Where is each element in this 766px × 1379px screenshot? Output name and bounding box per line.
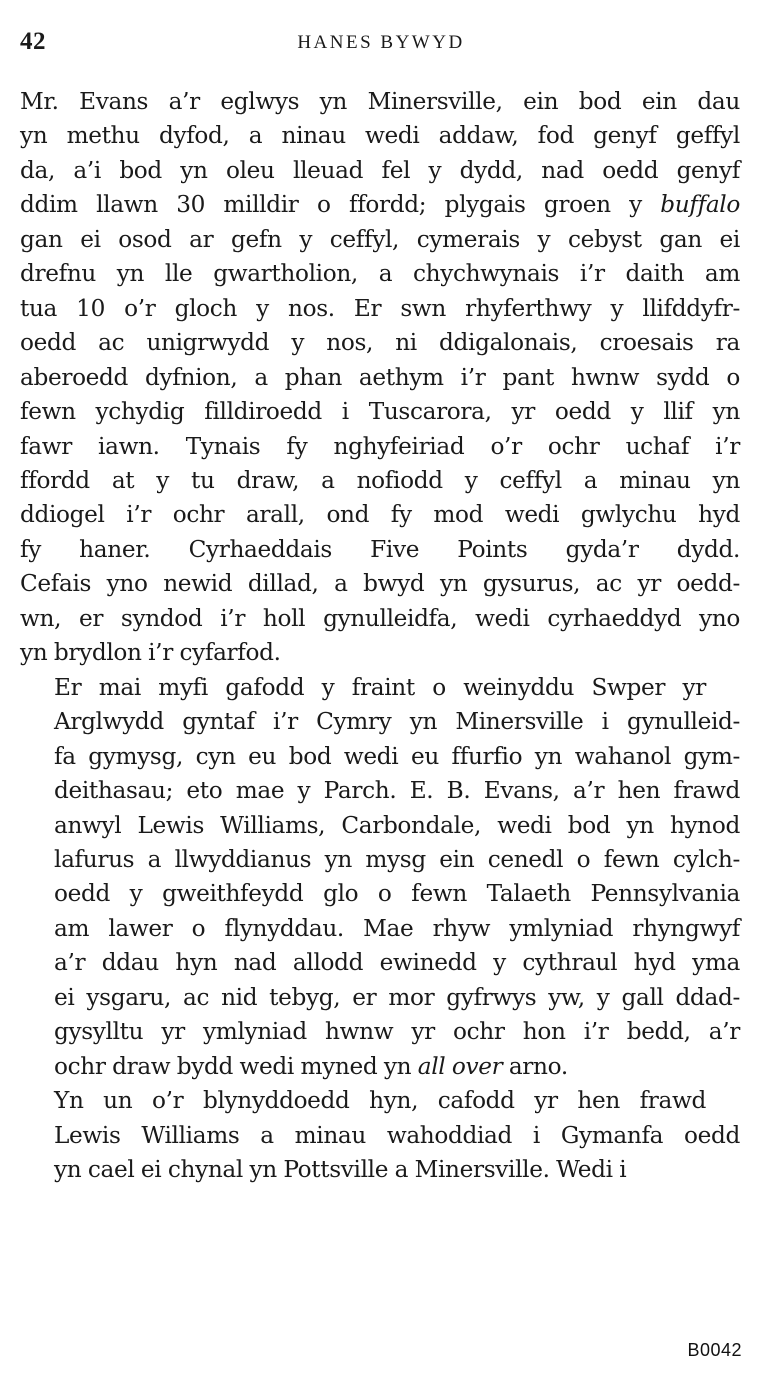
paragraph bbox=[20, 671, 740, 1084]
text-line: Yn un o’r blynyddoedd hyn, cafodd yr hen frawd bbox=[54, 1087, 706, 1115]
text-line: da, a’i bod yn oleu lleuad fel y dydd, nad oedd genyf bbox=[20, 156, 740, 184]
page-number: 42 bbox=[20, 28, 46, 55]
text-line: anwyl Lewis Williams, Carbondale, wedi bod yn hynod bbox=[54, 811, 740, 839]
text-line: deithasau; eto mae y Parch. E. B. Evans, a’r hen frawd bbox=[54, 777, 740, 805]
text-line: ei ysgaru, ac nid tebyg, er mor gyfrwys yw, y gall ddad- bbox=[54, 983, 740, 1011]
text-line: ffordd at y tu draw, a nofiodd y ceffyl a minau yn bbox=[20, 466, 740, 494]
text-line: ochr draw bydd wedi myned yn all over arno. bbox=[54, 1052, 568, 1080]
text-line: Cefais yno newid dillad, a bwyd yn gysurus, ac yr oedd- bbox=[20, 570, 740, 598]
text-line: a’r ddau hyn nad allodd ewinedd y cythraul hyd yma bbox=[54, 949, 740, 977]
text-line: oedd ac unigrwydd y nos, ni ddigalonais, croesais ra bbox=[20, 329, 740, 357]
page-header bbox=[20, 28, 742, 64]
text-line: ddiogel i’r ochr arall, ond fy mod wedi gwlychu hyd bbox=[20, 501, 740, 529]
paragraph bbox=[20, 85, 740, 671]
archive-code: B0042 bbox=[687, 1340, 742, 1360]
running-title: HANES BYWYD bbox=[297, 32, 465, 53]
text-line: yn brydlon i’r cyfarfod. bbox=[20, 639, 281, 667]
text-line: lafurus a llwyddianus yn mysg ein cenedl o fewn cylch- bbox=[54, 845, 740, 873]
body-text bbox=[20, 85, 740, 1188]
text-line: fewn ychydig filldiroedd i Tuscarora, yr oedd y llif yn bbox=[20, 398, 740, 426]
text-line: fawr iawn. Tynais fy nghyfeiriad o’r ochr uchaf i’r bbox=[20, 432, 740, 460]
text-line: wn, er syndod i’r holl gynulleidfa, wedi cyrhaeddyd yno bbox=[20, 604, 740, 632]
text-line: fa gymysg, cyn eu bod wedi eu ffurfio yn wahanol gym- bbox=[54, 742, 740, 770]
text-line: am lawer o flynyddau. Mae rhyw ymlyniad rhyngwyf bbox=[54, 914, 740, 942]
text-line: Lewis Williams a minau wahoddiad i Gymanfa oedd bbox=[54, 1121, 740, 1149]
text-line: gysylltu yr ymlyniad hwnw yr ochr hon i’r bedd, a’r bbox=[54, 1018, 740, 1046]
text-line: gan ei osod ar gefn y ceffyl, cymerais y cebyst gan ei bbox=[20, 225, 740, 253]
text-line: drefnu yn lle gwartholion, a chychwynais i’r daith am bbox=[20, 260, 740, 288]
text-line: Mr. Evans a’r eglwys yn Minersville, ein bod ein dau bbox=[20, 88, 740, 115]
text-line: oedd y gweithfeydd glo o fewn Talaeth Pennsylvania bbox=[54, 880, 740, 908]
text-line: ddim llawn 30 milldir o ffordd; plygais groen y buffalo bbox=[20, 191, 740, 219]
text-line: Er mai myfi gafodd y fraint o weinyddu Swper yr bbox=[54, 673, 706, 701]
text-line: tua 10 o’r gloch y nos. Er swn rhyferthwy y llifddyfr- bbox=[20, 294, 740, 322]
paragraph bbox=[20, 1084, 740, 1187]
text-line: aberoedd dyfnion, a phan aethym i’r pant hwnw sydd o bbox=[20, 363, 740, 391]
text-line: yn methu dyfod, a ninau wedi addaw, fod genyf geffyl bbox=[20, 122, 740, 150]
text-line: yn cael ei chynal yn Pottsville a Minersville. Wedi i bbox=[54, 1156, 627, 1184]
text-line: fy haner. Cyrhaeddais Five Points gyda’r dydd. bbox=[20, 535, 740, 563]
text-line: Arglwydd gyntaf i’r Cymry yn Minersville i gynulleid- bbox=[54, 708, 740, 736]
